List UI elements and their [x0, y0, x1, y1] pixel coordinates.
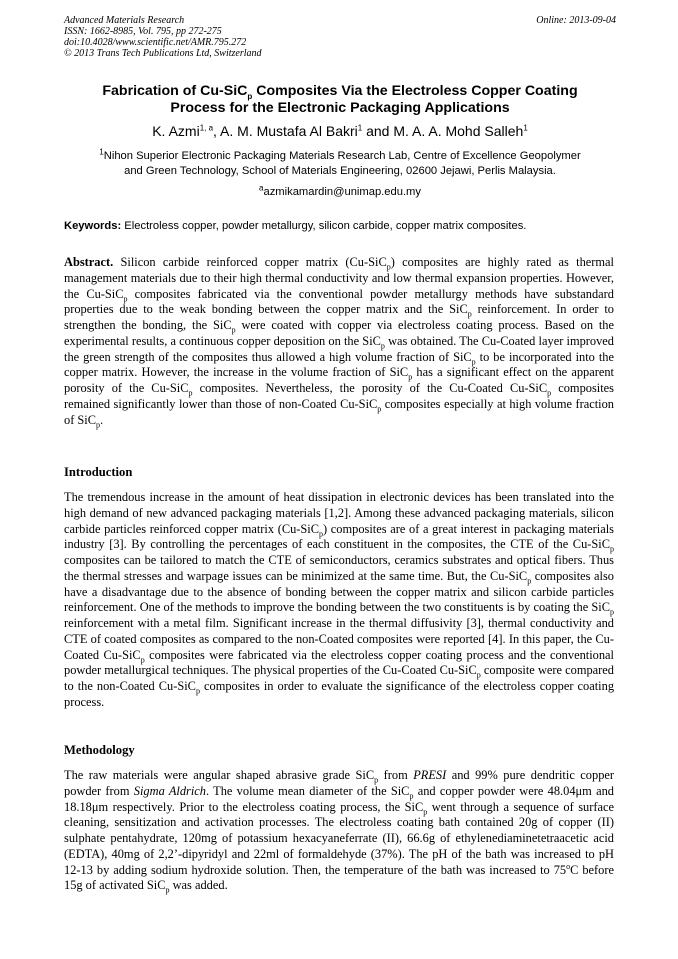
- author-1-sup: 1, a: [199, 123, 214, 133]
- subscript: p: [527, 576, 532, 586]
- subscript: p: [377, 404, 382, 414]
- abstract-text: composites especially at high volume fraction of SiC: [64, 396, 614, 427]
- method-text: C before 15g of activated SiC: [64, 862, 614, 893]
- keywords-label: Keywords:: [64, 220, 122, 232]
- methodology-body: [64, 768, 614, 894]
- abstract-text: composites remained significantly lower than those of non-Coated Cu-SiC: [64, 381, 614, 411]
- intro-text: The tremendous increase in the amount of heat dissipation in electronic devices has been translated into the high demand of new advanced packaging materials [1,2]. Among these advanced packaging materials, silicon carbide particles reinforced copper matrix (Cu-SiC: [64, 490, 614, 536]
- author-1: K. Azmi: [152, 123, 200, 139]
- email: [64, 185, 616, 199]
- subscript: p: [547, 388, 552, 398]
- subscript: p: [409, 791, 414, 801]
- intro-text: composite were compared to the non-Coated Cu-SiC: [64, 663, 614, 693]
- subscript: p: [188, 388, 193, 398]
- paper-title: [64, 83, 616, 117]
- degree-sup: o: [566, 861, 571, 871]
- journal-header: [64, 15, 616, 59]
- intro-text: ) composites are of a great interest in packaging materials industry [3]. By controlling the percentages of each constituent in the composites, the CTE of the Cu-SiC: [64, 521, 615, 552]
- method-text: and 99% pure dendritic copper powder from: [64, 768, 615, 798]
- subscript: p: [471, 356, 476, 366]
- subscript: p: [423, 806, 428, 816]
- intro-text: composites can be tailored to match the CTE of semiconductors, ceramics substrates and optical fibers. Thus the thermal stresses and warpage issues can be minimized at the same time. But, the Cu-SiC: [64, 553, 614, 583]
- intro-text: reinforcement with a metal film. Significant increase in the thermal diffusivity [3], thermal conductivity and CTE of coated composites as compared to the non-Coated composites were reported [4]. In this paper, the Cu-Coated Cu-SiC: [64, 616, 614, 662]
- abstract-text: has a significant effect on the apparent porosity of the Cu-SiC: [64, 365, 614, 395]
- author-3: and M. A. A. Mohd Salleh: [362, 123, 524, 139]
- abstract-text: was obtained. The Cu-Coated layer improved the green strength of the composites thus allowed a high volume fraction of SiC: [64, 333, 614, 364]
- subscript: p: [467, 309, 472, 319]
- intro-text: composites in order to evaluate the significance of the electroless copper coating process.: [64, 679, 615, 709]
- abstract-text: composites. Nevertheless, the porosity of the Cu-Coated Cu-SiC: [192, 381, 548, 395]
- author-3-sup: 1: [523, 123, 528, 133]
- journal-name: Advanced Materials Research: [64, 15, 185, 26]
- subscript: p: [408, 372, 413, 382]
- method-text: from: [378, 768, 414, 782]
- intro-text: composites also have a disadvantage due to the absence of bonding between the copper matrix and silicon carbide particles reinforcement. One of the methods to improve the bonding between the two constituents is by coating the SiC: [64, 568, 614, 615]
- supplier-sigma: Sigma Aldrich: [133, 783, 206, 798]
- subscript: p: [123, 293, 128, 303]
- method-text: went through a sequence of surface cleaning, sensitization and activation processes. The electroless coating bath contained 20g of copper (II) sulphate pentahydrate, 120mg of potassium hexacyaneferrate (II), 66.6g of ethylenediaminetetraacetic acid (EDTA), 40mg of 2,2’-dipyridyl and 22ml of formaldehyde (37%). The pH of the bath was increased to pH 12-13 by adding sodium hydroxide solution. Then, the temperature of the bath was increased to 75: [64, 799, 614, 877]
- issn-line: ISSN: 1662-8985, Vol. 795, pp 272-275: [64, 26, 222, 37]
- abstract-label: Abstract.: [64, 255, 114, 269]
- affiliation-line-1: Nihon Superior Electronic Packaging Materials Research Lab, Centre of Excellence Geopolymer: [103, 150, 581, 162]
- title-sub: p: [247, 91, 253, 101]
- abstract-text: were coated with copper via electroless coating process. Based on the experimental results, a continuous copper deposition on the SiC: [64, 318, 615, 348]
- title-part: Composites Via the Electroless Copper Coating: [252, 83, 578, 99]
- online-date: Online: 2013-09-04: [536, 15, 616, 26]
- affiliation-line-2: and Green Technology, School of Materials Engineering, 02600 Jejawi, Perlis Malaysia.: [124, 165, 556, 177]
- abstract-text: composites fabricated via the conventional powder metallurgy methods have substandard properties due to the weak bonding between the copper matrix and the SiC: [64, 286, 614, 317]
- supplier-presi: PRESI: [413, 768, 447, 782]
- method-text: The raw materials were angular shaped abrasive grade SiC: [64, 768, 375, 782]
- doi-line: doi:10.4028/www.scientific.net/AMR.795.272: [64, 37, 247, 48]
- affiliation: [64, 149, 616, 179]
- subscript: p: [319, 528, 324, 538]
- email-address[interactable]: azmikamardin@unimap.edu.my: [263, 186, 421, 198]
- subscript: p: [231, 325, 236, 335]
- title-line-2: Process for the Electronic Packaging Applications: [170, 100, 510, 116]
- subscript: p: [610, 544, 614, 554]
- method-text: was added.: [169, 878, 228, 893]
- copyright-line: © 2013 Trans Tech Publications Ltd, Switzerland: [64, 48, 262, 59]
- abstract-text: ) composites are highly rated as thermal management materials due to their high thermal conductivity and low thermal expansion properties. However, the Cu-SiC: [64, 255, 614, 301]
- subscript: p: [476, 670, 481, 680]
- subscript: p: [140, 654, 145, 664]
- email-sup: a: [259, 183, 264, 193]
- subscript: p: [96, 419, 101, 429]
- keywords: [64, 219, 616, 234]
- author-list: [64, 123, 616, 140]
- introduction-heading: Introduction: [64, 465, 133, 479]
- subscript: p: [380, 341, 385, 351]
- author-2: , A. M. Mustafa Al Bakri: [213, 123, 358, 139]
- introduction-body: [64, 490, 614, 711]
- method-text: . The volume mean diameter of the SiC: [206, 783, 410, 798]
- abstract-text: Silicon carbide reinforced copper matrix (Cu-SiC: [113, 255, 387, 269]
- abstract-text: to be incorporated into the copper matrix. However, the increase in the volume fraction of SiC: [64, 349, 614, 380]
- subscript: p: [165, 885, 170, 895]
- keywords-text: Electroless copper, powder metallurgy, silicon carbide, copper matrix composites.: [121, 220, 527, 232]
- author-2-sup: 1: [357, 123, 363, 133]
- subscript: p: [386, 262, 391, 272]
- abstract-text: reinforcement. In order to strengthen the bonding, the SiC: [64, 302, 614, 332]
- subscript: p: [610, 607, 614, 617]
- subscript: p: [195, 686, 200, 696]
- abstract-text: .: [100, 412, 104, 427]
- methodology-heading: Methodology: [64, 743, 135, 757]
- method-text: and copper powder were 48.04μm and 18.18μm respectively. Prior to the electroless coating process, the SiC: [64, 783, 614, 814]
- abstract: [64, 255, 614, 428]
- title-part: Fabrication of Cu-SiC: [102, 83, 248, 99]
- subscript: p: [374, 775, 379, 785]
- affiliation-sup: 1: [99, 147, 104, 157]
- intro-text: composites were fabricated via the electroless copper coating process and the conventional powder metallurgical techniques. The physical properties of the Cu-Coated Cu-SiC: [64, 647, 614, 678]
